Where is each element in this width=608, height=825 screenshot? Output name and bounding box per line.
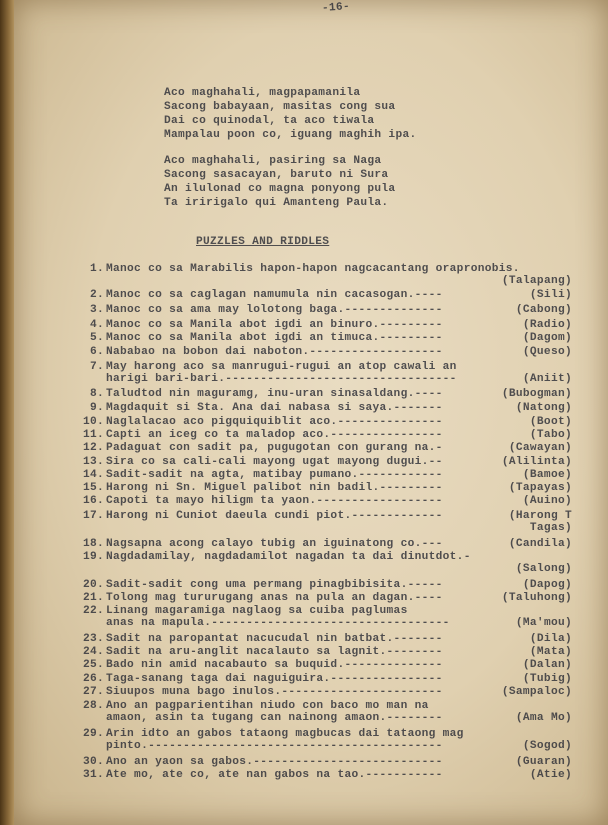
riddle-answer: (Candila): [508, 538, 572, 550]
riddle-text: Sadit na paropantat nacucudal nin batbat.-------: [106, 633, 443, 645]
riddle-text: Harong ni Cuniot daeula cundi piot.-------------: [106, 510, 443, 522]
riddle-text: Siuupos muna bago inulos.-----------------------: [106, 686, 443, 698]
riddle-answer: (Dila): [529, 633, 572, 645]
riddle-number: 30.: [82, 756, 104, 768]
riddle-text: Tolong mag tururugang anas na pula an dagan.----: [106, 592, 443, 604]
riddle-text: Sira co sa cali-cali mayong ugat mayong dugui.--: [106, 456, 443, 468]
riddle-answer: (Alilinta): [501, 456, 572, 468]
riddle-text: Arin idto an gabos tataong magbucas dai tataong mag: [106, 728, 464, 740]
riddle-number: 19.: [82, 551, 104, 563]
riddle-number: 6.: [89, 346, 104, 358]
verse-line: Sacong sasacayan, baruto ni Sura: [164, 169, 389, 181]
riddle-text: Sadit-sadit na agta, matibay pumano.------------: [106, 469, 443, 481]
verse-stanza-2: [164, 154, 395, 210]
riddle-number: 18.: [82, 538, 104, 550]
riddle-number: 29.: [82, 728, 104, 740]
riddle-answer: (Aniit): [522, 373, 572, 385]
riddle-number: 7.: [89, 361, 104, 373]
riddle-text: Nagdadamilay, nagdadamilot nagadan ta dai dinutdot.-: [106, 551, 471, 563]
riddle-answer: Tagas): [529, 522, 572, 534]
riddle-answer: (Auino): [522, 495, 572, 507]
riddle-text-continued: amaon, asin ta tugang can nainong amaon.--------: [106, 712, 443, 724]
riddle-text: Manoc co sa caglagan namumula nin cacasogan.----: [106, 289, 443, 301]
riddle-answer: (Ama Mo): [515, 712, 572, 724]
riddle-number: 21.: [82, 592, 104, 604]
riddle-number: 24.: [82, 646, 104, 658]
riddle-text: Nagsapna acong calayo tubig an iguinatong co.---: [106, 538, 443, 550]
riddle-answer: (Boot): [529, 416, 572, 428]
verse-line: Mampalau poon co, iguang maghih ipa.: [164, 129, 417, 141]
riddle-answer: (Cawayan): [508, 442, 572, 454]
binder-edge: [0, 0, 14, 825]
riddle-text: May harong aco sa manrugui-rugui an atop cawali an: [106, 361, 457, 373]
riddle-number: 27.: [82, 686, 104, 698]
riddle-answer: (Dalan): [522, 659, 572, 671]
riddle-text: Taludtod nin maguramg, inu-uran sinasaldang.----: [106, 388, 443, 400]
riddle-text: Nababao na bobon dai naboton.-------------------: [106, 346, 443, 358]
riddle-answer: (Tabo): [529, 429, 572, 441]
riddle-text: Capoti ta mayo hiligm ta yaon.------------------: [106, 495, 443, 507]
riddle-number: 2.: [89, 289, 104, 301]
riddle-answer: (Dapog): [522, 579, 572, 591]
riddle-text: Taga-sanang taga dai naguiguira.----------------: [106, 673, 443, 685]
riddle-answer: (Tubig): [522, 673, 572, 685]
riddle-number: 26.: [82, 673, 104, 685]
riddle-text: Manoc co sa Manila abot igdi an timuca.---------: [106, 332, 443, 344]
riddle-number: 28.: [82, 700, 104, 712]
riddle-answer: (Radio): [522, 319, 572, 331]
riddle-text-continued: pinto.------------------------------------------: [106, 740, 443, 752]
verse-line: Aco maghahali, magpapamanila: [164, 87, 361, 99]
verse-line: An ilulonad co magna ponyong pula: [164, 183, 396, 195]
riddle-number: 16.: [82, 495, 104, 507]
riddle-answer: (Bamoe): [522, 469, 572, 481]
riddle-answer: (Cabong): [515, 304, 572, 316]
riddle-answer: (Sogod): [522, 740, 572, 752]
riddle-text-continued: anas na mapula.----------------------------------: [106, 617, 450, 629]
riddle-number: 12.: [82, 442, 104, 454]
verse-line: Sacong babayaan, masitas cong sua: [164, 101, 396, 113]
riddle-number: 17.: [82, 510, 104, 522]
riddle-text: Manoc co sa ama may lolotong baga.--------------: [106, 304, 443, 316]
riddle-answer: (Mata): [529, 646, 572, 658]
riddle-answer: (Natong): [515, 402, 572, 414]
riddle-answer: (Harong T: [508, 510, 572, 522]
riddle-text-continued: harigi bari-bari.---------------------------------: [106, 373, 457, 385]
riddle-number: 23.: [82, 633, 104, 645]
riddle-number: 3.: [89, 304, 104, 316]
verse-stanza-1: [164, 86, 417, 142]
riddle-number: 9.: [89, 402, 104, 414]
riddle-text: Ano an yaon sa gabos.---------------------------: [106, 756, 443, 768]
riddle-text: Ate mo, ate co, ate nan gabos na tao.-----------: [106, 769, 443, 781]
riddle-number: 8.: [89, 388, 104, 400]
riddle-number: 13.: [82, 456, 104, 468]
riddle-answer: (Dagom): [522, 332, 572, 344]
riddle-answer: (Queso): [522, 346, 572, 358]
riddle-answer: (Taluhong): [501, 592, 572, 604]
riddle-answer: (Sampaloc): [501, 686, 572, 698]
riddle-number: 15.: [82, 482, 104, 494]
riddle-answer: (Salong): [515, 563, 572, 575]
verse-line: Dai co quinodal, ta aco tiwala: [164, 115, 375, 127]
riddle-text: Magdaquit si Sta. Ana dai nabasa si saya.-------: [106, 402, 443, 414]
riddle-number: 25.: [82, 659, 104, 671]
riddle-number: 11.: [82, 429, 104, 441]
riddle-number: 10.: [82, 416, 104, 428]
page-number: -16-: [321, 1, 351, 15]
riddle-text: Capti an iceg co ta maladop aco.----------------: [106, 429, 443, 441]
riddle-answer: (Tapayas): [508, 482, 572, 494]
riddle-text: Naglalacao aco pigquiquiblit aco.---------------: [106, 416, 443, 428]
riddle-text: Sadit na aru-anglit nacalauto sa lagnit.--------: [106, 646, 443, 658]
verse-line: Aco maghahali, pasiring sa Naga: [164, 155, 382, 167]
riddle-number: 20.: [82, 579, 104, 591]
riddle-text: Padaguat con sadit pa, pugugotan con gurang na.-: [106, 442, 443, 454]
riddle-answer: (Atie): [529, 769, 572, 781]
riddle-number: 1.: [89, 263, 104, 275]
riddle-answer: (Talapang): [501, 275, 572, 287]
riddle-text: Harong ni Sn. Miguel palibot nin badil.---------: [106, 482, 443, 494]
riddle-answer: (Bubogman): [501, 388, 572, 400]
riddle-answer: (Ma'mou): [515, 617, 572, 629]
riddle-number: 22.: [82, 605, 104, 617]
verse-line: Ta iririgalo qui Amanteng Paula.: [164, 197, 389, 209]
riddle-number: 5.: [89, 332, 104, 344]
riddle-answer: (Guaran): [515, 756, 572, 768]
section-heading: PUZZLES AND RIDDLES: [196, 236, 330, 248]
riddle-number: 4.: [89, 319, 104, 331]
riddle-text: Manoc co sa Marabilis hapon-hapon nagcacantang orapronobis.: [106, 263, 520, 275]
riddle-answer: (Sili): [529, 289, 572, 301]
riddle-text: Sadit-sadit cong uma permang pinagbibisita.-----: [106, 579, 443, 591]
riddle-text: Linang magaramiga naglaog sa cuiba paglumas: [106, 605, 408, 617]
riddle-text: Bado nin amid nacabauto sa buquid.--------------: [106, 659, 443, 671]
riddle-number: 31.: [82, 769, 104, 781]
riddle-text: Manoc co sa Manila abot igdi an binuro.---------: [106, 319, 443, 331]
riddle-number: 14.: [82, 469, 104, 481]
riddle-text: Ano an pagparientihan niudo con baco mo man na: [106, 700, 429, 712]
